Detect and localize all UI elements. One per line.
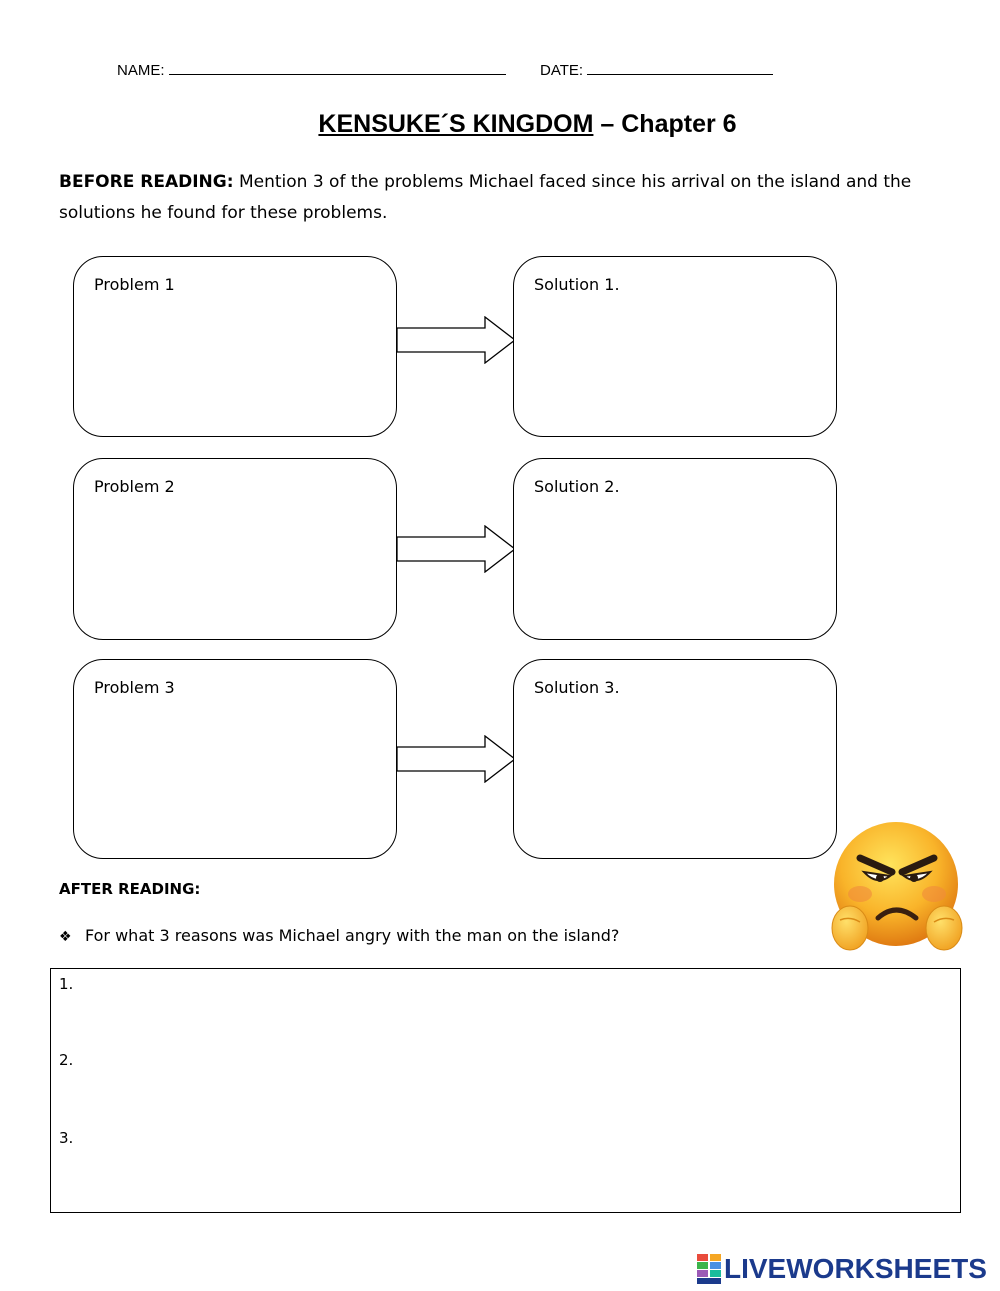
problem-box-2[interactable]: [73, 458, 397, 640]
arrow-right-icon: [396, 316, 518, 364]
page-title: [0, 110, 1000, 139]
answer-number-2: 2.: [59, 1051, 74, 1069]
problem-label-3: Problem 3: [94, 678, 175, 697]
name-line[interactable]: [169, 60, 506, 75]
angry-face-icon: [830, 820, 965, 955]
date-label: DATE:: [540, 62, 584, 79]
bullet-icon: ❖: [59, 929, 72, 945]
answer-number-3: 3.: [59, 1129, 74, 1147]
question-text: For what 3 reasons was Michael angry with the man on the island?: [85, 926, 620, 945]
after-reading-question: [59, 926, 619, 945]
after-reading-heading: AFTER READING:: [59, 880, 201, 898]
solution-box-3[interactable]: [513, 659, 837, 859]
date-line[interactable]: [587, 60, 773, 75]
logo-text: LIVEWORKSHEETS: [724, 1253, 987, 1284]
problem-box-3[interactable]: [73, 659, 397, 859]
name-field: [117, 60, 506, 79]
solution-box-2[interactable]: [513, 458, 837, 640]
answer-box[interactable]: [50, 968, 961, 1213]
solution-label-1: Solution 1.: [534, 275, 620, 294]
chapter-title: – Chapter 6: [600, 110, 737, 138]
solution-box-1[interactable]: [513, 256, 837, 437]
problem-box-1[interactable]: [73, 256, 397, 437]
solution-label-2: Solution 2.: [534, 477, 620, 496]
arrow-right-icon: [396, 525, 518, 573]
arrow-right-icon: [396, 735, 518, 783]
solution-label-3: Solution 3.: [534, 678, 620, 697]
date-field: [540, 60, 773, 79]
problem-label-2: Problem 2: [94, 477, 175, 496]
problem-label-1: Problem 1: [94, 275, 175, 294]
logo-blocks-icon: [697, 1254, 721, 1284]
book-title: KENSUKE´S KINGDOM: [318, 110, 594, 138]
before-reading-instruction: [59, 167, 959, 229]
name-label: NAME:: [117, 62, 165, 79]
before-reading-heading: BEFORE READING:: [59, 172, 234, 192]
answer-number-1: 1.: [59, 975, 74, 993]
before-reading-text: Mention 3 of the problems Michael faced since his arrival on the island and the solutions he found for these problems.: [59, 172, 912, 223]
liveworksheets-logo: [697, 1253, 987, 1285]
